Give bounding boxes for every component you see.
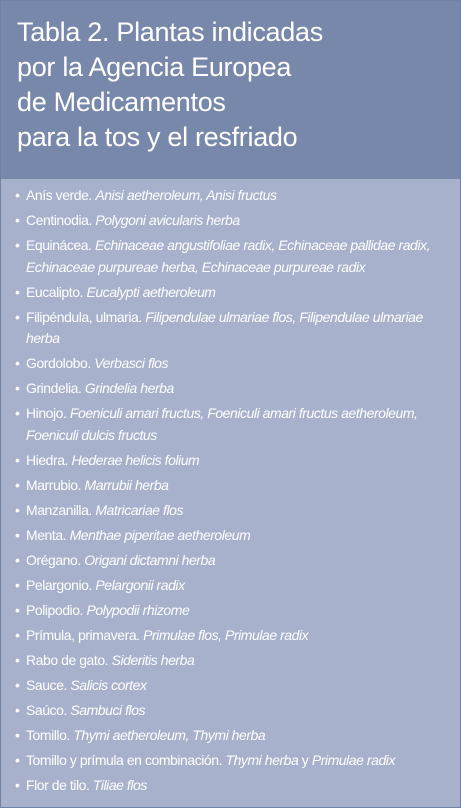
plant-common-name: Hinojo. <box>26 405 67 421</box>
list-item <box>1 282 460 304</box>
plant-latin-name: Menthae piperitae aetheroleum <box>69 526 251 543</box>
bullet-icon: • <box>15 676 20 693</box>
bullet-icon: • <box>15 237 20 253</box>
bullet-icon: • <box>15 601 20 618</box>
plant-latin-name: Sideritis herba <box>111 651 195 668</box>
plant-common-name: Orégano. <box>26 551 81 568</box>
bullet-icon: • <box>15 187 20 203</box>
bullet-icon: • <box>15 751 20 768</box>
plant-latin-name: Polygoni avicularis herba <box>95 212 240 228</box>
plant-common-name: Manzanilla. <box>26 501 92 518</box>
table-title: Tabla 2. Plantas indicadas por la Agencia Europea de Medicamentos para la tos y el resfriado <box>17 17 323 152</box>
bullet-icon: • <box>15 405 20 421</box>
bullet-icon: • <box>15 551 20 568</box>
plant-latin-name: Eucalypti aetheroleum <box>86 283 216 300</box>
list-item <box>1 210 460 232</box>
plant-latin-name: Thymi aetheroleum, Thymi herba <box>73 726 266 743</box>
list-item <box>1 235 460 278</box>
plant-common-name: Hiedra. <box>26 451 68 468</box>
list-item <box>1 185 460 207</box>
list-item <box>1 525 460 547</box>
plant-latin-name: Tiliae flos <box>92 776 147 793</box>
plant-latin-name: Anisi aetheroleum, Anisi fructus <box>95 187 277 203</box>
plant-joiner-word: y <box>301 751 309 768</box>
plant-latin-name: Matricariae flos <box>95 501 184 518</box>
plant-common-name: Saúco. <box>26 701 67 718</box>
plant-common-name: Eucalipto. <box>26 283 83 300</box>
plant-latin-name: Hederae helicis folium <box>71 451 200 468</box>
list-item <box>1 307 460 350</box>
bullet-icon: • <box>15 526 20 543</box>
plant-common-name: Polipodio. <box>26 601 83 618</box>
bullet-icon: • <box>15 576 20 593</box>
plant-common-name: Equinácea. <box>26 237 92 253</box>
plant-common-name: Pelargonio. <box>26 576 92 593</box>
bullet-icon: • <box>15 380 20 396</box>
table-header <box>1 1 460 179</box>
plant-latin-name: Salicis cortex <box>70 676 147 693</box>
plant-common-name: Prímula, primavera. <box>26 626 140 643</box>
list-item <box>1 700 460 722</box>
list-item <box>1 575 460 597</box>
list-item <box>1 353 460 375</box>
plant-latin-name: Primulae flos, Primulae radix <box>143 626 309 643</box>
list-item <box>1 775 460 797</box>
plant-latin-name: Echinaceae angustifoliae radix, Echinaceae pallidae radix, Echinaceae purpureae herba, Echinaceae purpureae radix <box>26 237 431 275</box>
list-item <box>1 600 460 622</box>
bullet-icon: • <box>15 701 20 718</box>
plant-latin-name: Marrubii herba <box>84 476 169 493</box>
plant-latin-name: Foeniculi amari fructus, Foeniculi amari fructus aetheroleum, Foeniculi dulcis fructus <box>26 405 418 443</box>
list-item <box>1 403 460 446</box>
plant-common-name: Tomillo. <box>26 726 70 743</box>
plant-latin-name: Polypodii rhizome <box>86 601 190 618</box>
bullet-icon: • <box>15 283 20 300</box>
plant-common-name: Marrubio. <box>26 476 82 493</box>
plant-common-name: Grindelia. <box>26 380 82 396</box>
plant-latin-name: Pelargonii radix <box>95 576 185 593</box>
list-item <box>1 500 460 522</box>
bullet-icon: • <box>15 626 20 643</box>
plant-latin-name: Verbasci flos <box>94 355 169 371</box>
plant-list <box>1 185 460 800</box>
plant-latin-name: Sambuci flos <box>70 701 146 718</box>
bullet-icon: • <box>15 451 20 468</box>
bullet-icon: • <box>15 212 20 228</box>
plant-common-name: Filipéndula, ulmaria. <box>26 308 142 325</box>
plant-common-name: Gordolobo. <box>26 355 91 371</box>
plant-latin-name: Origani dictamni herba <box>84 551 216 568</box>
list-item <box>1 475 460 497</box>
list-item <box>1 550 460 572</box>
plant-common-name: Anís verde. <box>26 187 92 203</box>
plant-common-name: Sauce. <box>26 676 67 693</box>
plant-latin-name: Primulae radix <box>311 751 395 768</box>
plant-latin-name: Grindelia herba <box>84 380 174 396</box>
plant-common-name: Flor de tilo. <box>26 776 90 793</box>
bullet-icon: • <box>15 776 20 793</box>
list-item <box>1 675 460 697</box>
bullet-icon: • <box>15 651 20 668</box>
plant-common-name: Rabo de gato. <box>26 651 109 668</box>
list-item <box>1 750 460 772</box>
list-item <box>1 625 460 647</box>
bullet-icon: • <box>15 726 20 743</box>
plant-common-name: Menta. <box>26 526 67 543</box>
bullet-icon: • <box>15 501 20 518</box>
plant-common-name: Centinodia. <box>26 212 92 228</box>
plant-common-name: Tomillo y prímula en combinación. <box>26 751 223 768</box>
plant-latin-name: Thymi herba <box>225 751 299 768</box>
list-item <box>1 378 460 400</box>
list-item <box>1 650 460 672</box>
bullet-icon: • <box>15 355 20 371</box>
plant-latin-name: Filipendulae ulmariae flos, Filipendulae ulmariae herba <box>26 308 423 346</box>
list-item <box>1 725 460 747</box>
bullet-icon: • <box>15 476 20 493</box>
list-item <box>1 450 460 472</box>
bullet-icon: • <box>15 308 20 325</box>
